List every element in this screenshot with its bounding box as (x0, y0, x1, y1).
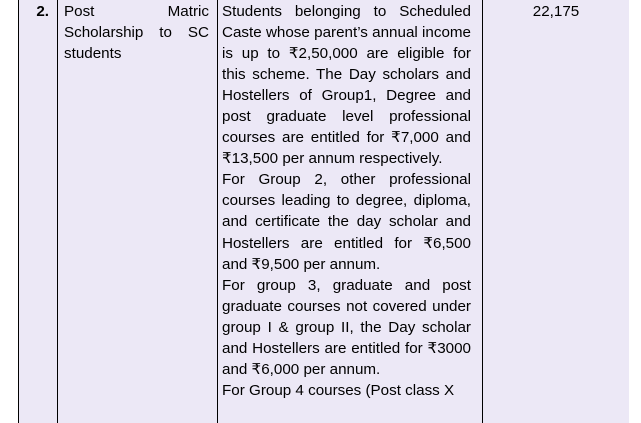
scheme-name: Post Matric Scholarship to SC students (64, 3, 209, 63)
scheme-description (222, 1, 471, 401)
description-paragraph-3: For group 3, graduate and post graduate courses not covered under group I & group II, the Day scholar and Hostellers are entitled for ₹3000 and ₹6,000 per annum. (222, 276, 471, 378)
serial-number-cell (19, 0, 58, 423)
amount-value: 22,175 (532, 3, 580, 20)
description-paragraph-4: For Group 4 courses (Post class X (222, 381, 455, 399)
amount-cell (483, 0, 629, 423)
scheme-name-cell (58, 0, 218, 423)
scheme-description-cell (218, 0, 483, 423)
serial-number: 2. (36, 3, 49, 20)
scheme-table (18, 0, 629, 423)
description-paragraph-1: Students belonging to Scheduled Caste whose parent’s annual income is up to ₹2,50,000 are eligible for this scheme. The Day scholars and Hostellers of Group1, Degree and post graduate level professional courses are entitled for ₹7,000 and ₹13,500 per annum respectively. (222, 3, 471, 168)
description-paragraph-2: For Group 2, other professional courses leading to degree, diploma, and certificate the day scholar and Hostellers are entitled for ₹6,500 and ₹9,500 per annum. (222, 171, 471, 273)
